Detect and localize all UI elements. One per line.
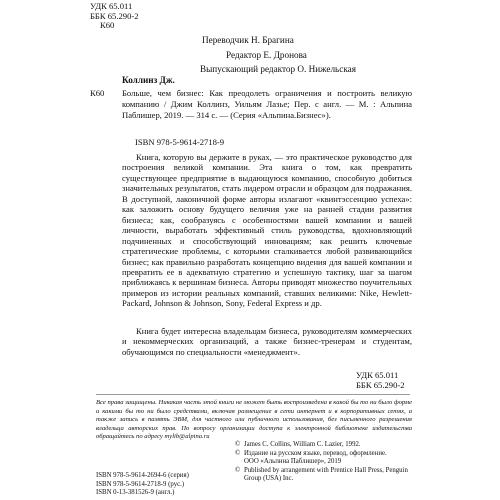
copyright-symbol: ©	[235, 466, 241, 474]
copyright-line	[235, 441, 415, 450]
copyright-block	[235, 441, 415, 484]
bbk-code: ББК 65.290-2	[356, 380, 405, 390]
classification-codes-top	[90, 2, 139, 31]
isbn-series: ISBN 978-5-9614-2694-6 (серия)	[96, 472, 189, 479]
copyright-text: James C. Collins, William C. Lazier, 1992.	[244, 441, 361, 448]
author-heading: Коллинз Дж.	[122, 75, 175, 85]
isbn-russian: ISBN 978-5-9614-2718-9 (рус.)	[96, 480, 185, 488]
copyright-symbol: ©	[235, 449, 241, 457]
editor-credit: Редактор Е. Дронова	[226, 49, 307, 60]
divider	[96, 394, 410, 395]
copyright-text: Published by arrangement with Prentice Hall Press, Penguin Group (USA) Inc.	[244, 466, 408, 483]
copyright-line	[235, 467, 415, 484]
rights-notice: Все права защищены. Никакая часть этой книги не может быть воспроизведена в какой бы то ни было форме и какими бы то ни было средствами, включая размещение в сети интернет и в корпоративных сетях, а также запись в память ЭВМ, для частного или публичного использования, без письменного разрешения владельца авторских прав. По вопросу организации доступа к электронной библиотеке издательства обращайтесь по адресу mylib@alpina.ru	[96, 399, 412, 440]
isbn-list	[96, 472, 189, 498]
udk-code: УДК 65.011	[356, 370, 399, 380]
copyright-text: Издание на русском языке, перевод, оформление.	[244, 449, 387, 457]
classification-codes-bottom	[356, 370, 405, 390]
translator-credit: Переводчик Н. Брагина	[202, 35, 294, 45]
bibliographic-description: Больше, чем бизнес: Как преодолеть ограничения и построить великую компанию / Джим Коллинз, Уильям Лазье; Пер. с англ. — М. : Альпина Паблишер, 2019. — 314 с. — (Серия «Альпина.Бизнес»).	[122, 88, 412, 120]
managing-editor-credit: Выпускающий редактор О. Нижельская	[200, 64, 356, 75]
copyright-line	[235, 458, 415, 467]
annotation-paragraph: Книга, которую вы держите в руках, — это практическое руководство для построения великой компании. Эта книга о том, как превратить существующее предприятие в выдающуюся компанию, способную добиться значительных результатов, стать лидером отрасли и образцом для подражания. В доступной, лаконичной форме авторы излагают «квинтэссенцию успеха»: как заложить основу будущего величия уже на ранней стадии развития бизнеса; как, сообразуясь с особенностями вашей компании и вашей личности, выработать эффективный стиль руководства, вдохновляющий подчиненных и способствующий инновациям; как решить ключевые стратегические проблемы, с которыми сталкивается любой развивающийся бизнес; как правильно разработать концепцию видения для вашей компании и превратить ее в адекватную стратегию и успешную тактику, шаг за шагом приближаясь к вершинам бизнеса. Авторы приводят множество поучительных примеров из истории реальных компаний, ставших великими: Nike, Hewlett-Packard, Johnson & Johnson, Sony, Federal Express и др.	[122, 152, 412, 309]
copyright-text: ООО «Альпина Паблишер», 2019	[244, 458, 342, 466]
author-mark: К60	[100, 20, 115, 31]
annotation-paragraph: Книга будет интересна владельцам бизнеса, руководителям коммерческих и некоммерческих организаций, а также бизнес-тренерам и студентам, обучающимся по специальности «менеджмент».	[122, 326, 412, 357]
isbn-main: ISBN 978-5-9614-2718-9	[135, 137, 225, 147]
isbn-english: ISBN 0-13-381526-9 (англ.)	[96, 489, 175, 497]
udk-code: УДК 65.011	[90, 1, 133, 11]
index-code: К60	[90, 88, 105, 98]
credits-block	[200, 33, 356, 77]
bbk-code: ББК 65.290-2	[90, 10, 139, 21]
copyright-line	[235, 450, 415, 459]
copyright-symbol: ©	[235, 441, 241, 448]
